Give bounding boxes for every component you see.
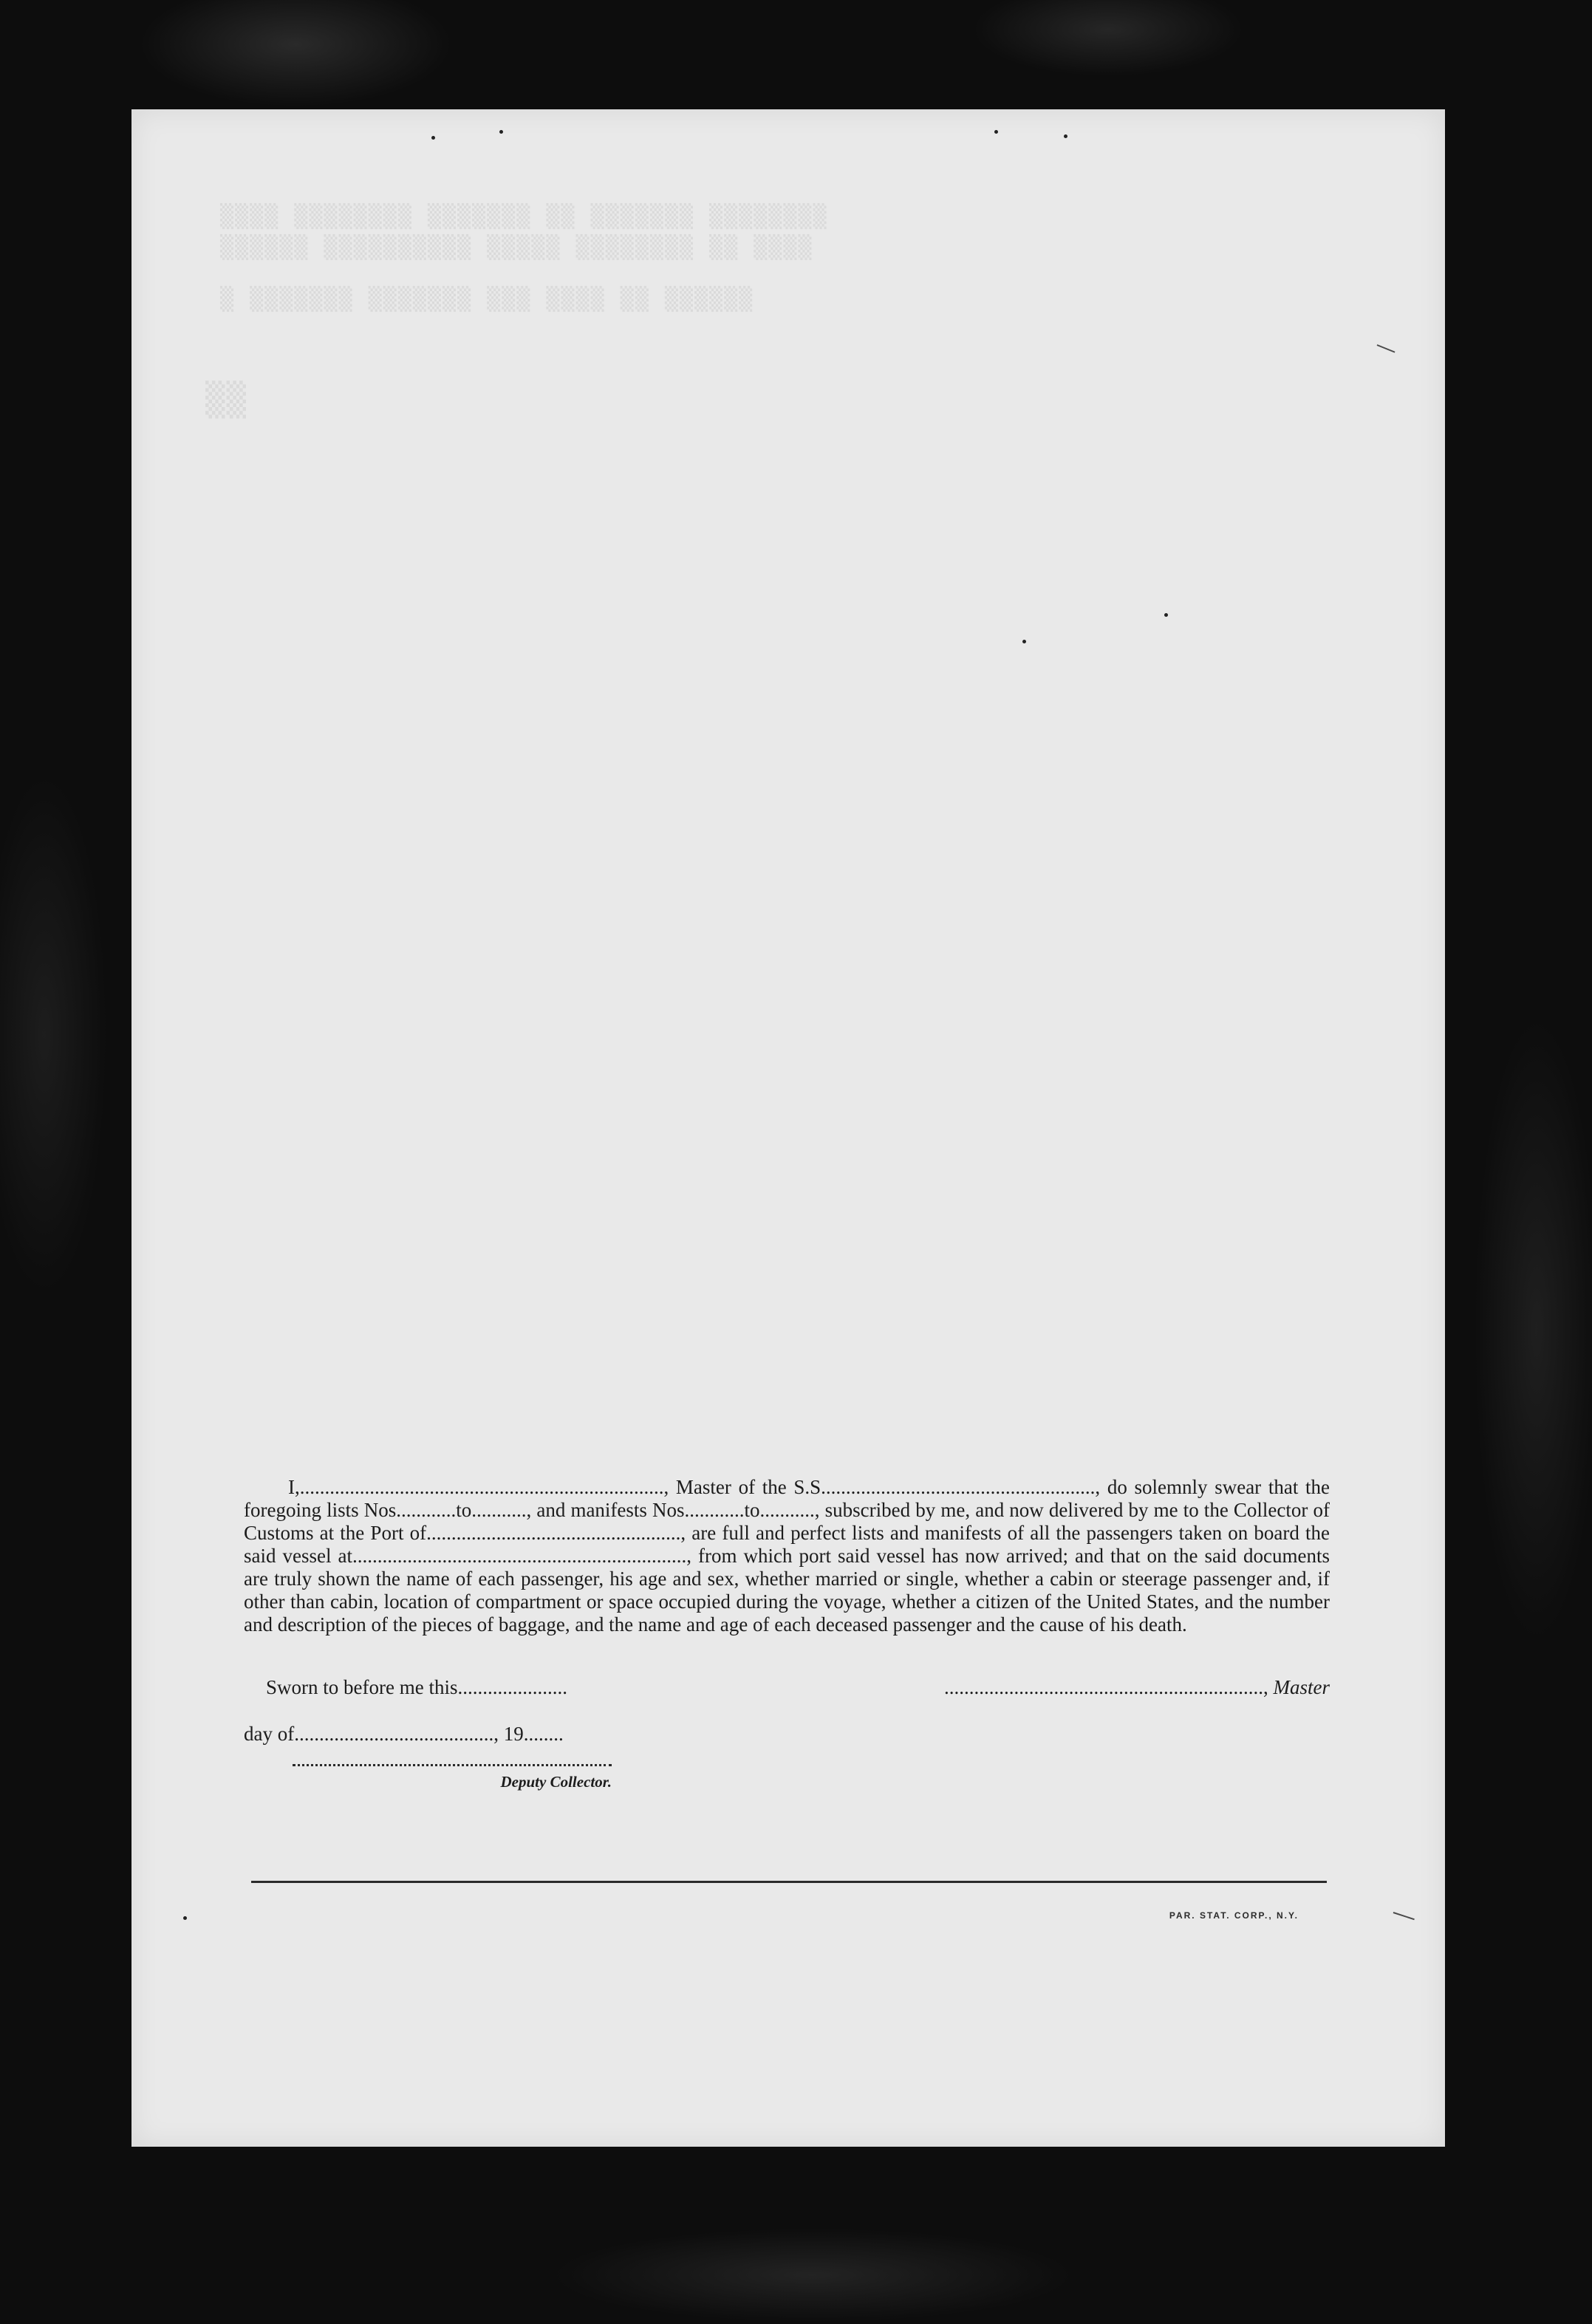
master-signature-line (889, 1676, 1330, 1699)
stray-mark (1377, 344, 1395, 353)
ink-speck (499, 130, 503, 134)
master-label: Master (1273, 1676, 1330, 1698)
deputy-collector-signature-line (293, 1764, 612, 1766)
stray-mark (1393, 1912, 1415, 1920)
oath-paragraph-block (244, 1476, 1330, 1636)
manifest-page (131, 109, 1445, 2147)
sworn-before-line: Sworn to before me this...................... (266, 1676, 567, 1698)
ink-speck (1064, 134, 1067, 138)
ink-speck (1022, 640, 1026, 643)
bleed-through-text: ▒▒▒▒ ▒▒▒▒▒▒▒▒ ▒▒▒▒▒▒▒ ▒▒ ▒▒▒▒▒▒▒ ▒▒▒▒▒▒▒▒ (220, 204, 828, 230)
oath-paragraph: I,........................................................................., Master of the S.S......................................................., do solemnly swear that the foregoing lists Nos............to..........., and manifests Nos............to..........., subscribed by me, and now delivered by me to the Collector of Customs at the Port of..................................................., are full and perfect lists and manifests of all the passengers taken on board the said vessel at..................................................................., from which port said vessel has now arrived; and that on the said documents are truly shown the name of each passenger, his age and sex, whether married or single, whether a cabin or steerage passenger and, if other than cabin, location of compartment or space occupied during the voyage, whether a citizen of the United States, and the number and description of the pieces of baggage, and the name and age of each deceased passenger and the cause of his death. (244, 1476, 1330, 1636)
ink-speck (994, 130, 998, 134)
day-of-line: day of........................................, 19........ (244, 1723, 564, 1745)
bleed-through-text: ▒▒▒▒▒▒ ▒▒▒▒▒▒▒▒▒▒ ▒▒▒▒▒ ▒▒▒▒▒▒▒▒ ▒▒ ▒▒▒▒ (220, 235, 813, 261)
bleed-through-text: ▒ ▒▒▒▒▒▒▒ ▒▒▒▒▒▒▒ ▒▒▒ ▒▒▒▒ ▒▒ ▒▒▒▒▒▒ (220, 287, 754, 312)
ink-speck (1164, 613, 1168, 617)
ink-speck (431, 136, 435, 140)
printer-imprint: PAR. STAT. CORP., N.Y. (1169, 1910, 1299, 1921)
ink-speck (183, 1916, 187, 1920)
bleed-through-text: ▒▒ (205, 381, 247, 419)
master-signature-dots: ................................................................, (944, 1676, 1268, 1698)
footer-rule (251, 1881, 1327, 1883)
deputy-collector-label: Deputy Collector. (500, 1773, 612, 1791)
